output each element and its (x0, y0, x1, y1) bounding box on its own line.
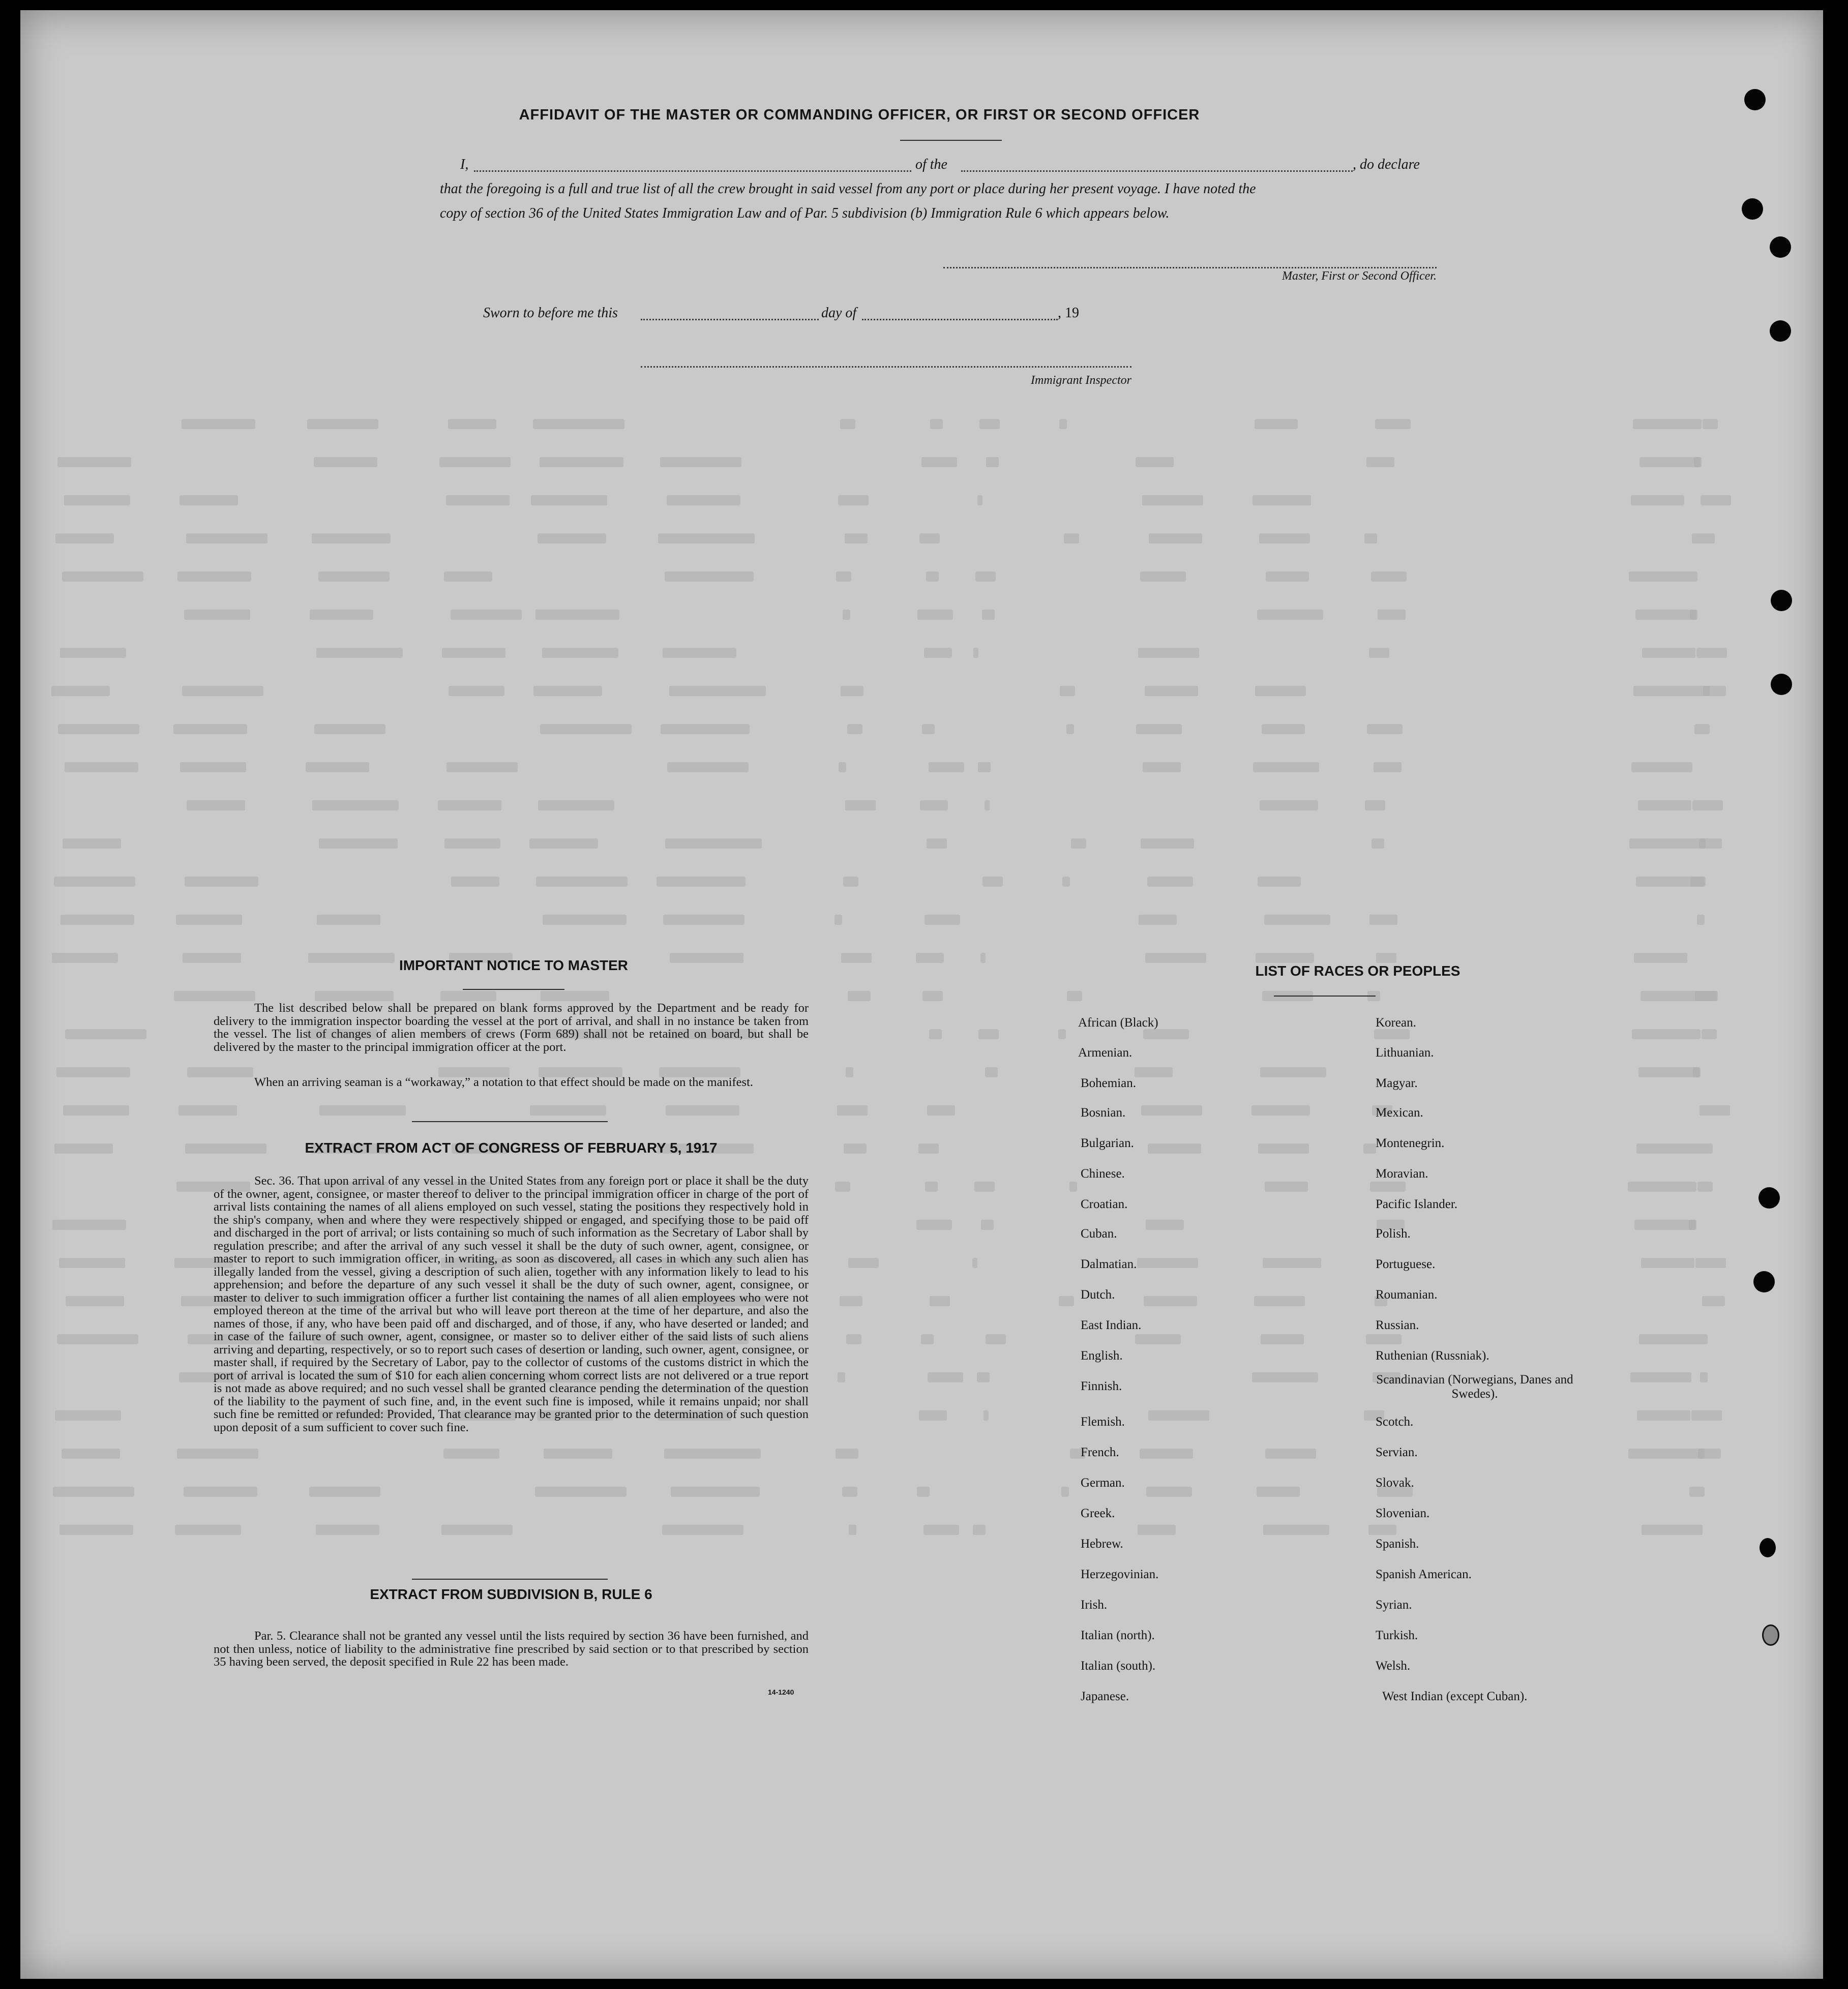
divider (900, 140, 1002, 141)
race-item: Hebrew. (1081, 1537, 1123, 1551)
race-item: Syrian. (1376, 1598, 1412, 1612)
race-item: Chinese. (1081, 1167, 1125, 1181)
divider (463, 989, 564, 990)
race-item: Lithuanian. (1376, 1046, 1434, 1060)
binder-hole (1760, 1538, 1776, 1557)
name-field-line (474, 170, 911, 172)
race-item: African (Black) (1078, 1016, 1158, 1030)
document-page (20, 10, 1823, 1979)
race-item: West Indian (except Cuban). (1382, 1690, 1528, 1703)
race-item: Spanish American. (1376, 1568, 1472, 1581)
sworn-label: Sworn to before me this (483, 305, 618, 321)
race-item: Pacific Islander. (1376, 1197, 1458, 1211)
race-item: Italian (north). (1081, 1629, 1155, 1642)
race-item: Magyar. (1376, 1076, 1418, 1090)
extract-1-title: EXTRACT FROM ACT OF CONGRESS OF FEBRUARY 5, 1917 (305, 1140, 718, 1156)
race-item: Korean. (1376, 1016, 1416, 1030)
race-item: English. (1081, 1349, 1123, 1363)
affidavit-line-2: that the foregoing is a full and true list of all the crew brought in said vessel from any port or place during her present voyage. I have noted the (440, 181, 1256, 197)
race-item: Ruthenian (Russniak). (1376, 1349, 1489, 1363)
race-item: Portuguese. (1376, 1257, 1436, 1271)
race-item: Polish. (1376, 1227, 1411, 1241)
race-item: Cuban. (1081, 1227, 1117, 1241)
race-item: Herzegovinian. (1081, 1568, 1159, 1581)
divider (412, 1121, 608, 1122)
race-item: Bulgarian. (1081, 1136, 1134, 1150)
race-item: Servian. (1376, 1445, 1418, 1459)
binder-hole (1762, 1624, 1779, 1646)
inspector-signature-line (641, 366, 1131, 368)
race-item: Flemish. (1081, 1415, 1125, 1429)
year-label: , 19 (1058, 305, 1079, 321)
race-item: Croatian. (1081, 1197, 1128, 1211)
master-signature-line (943, 267, 1437, 268)
race-item: Bohemian. (1081, 1076, 1137, 1090)
race-item: East Indian. (1081, 1318, 1142, 1332)
form-number: 14-1240 (768, 1688, 794, 1696)
binder-hole (1770, 236, 1791, 258)
sworn-day-line (641, 319, 819, 320)
race-item: Roumanian. (1376, 1288, 1438, 1302)
race-item: Dutch. (1081, 1288, 1115, 1302)
race-item: Armenian. (1078, 1046, 1132, 1060)
notice-paragraph-2: When an arriving seaman is a “workaway,” a notation to that effect should be made on the manifest. (254, 1075, 754, 1089)
race-item: Greek. (1081, 1506, 1115, 1520)
divider (1274, 996, 1376, 997)
master-label: Master, First or Second Officer. (1282, 269, 1437, 283)
extract-2-title: EXTRACT FROM SUBDIVISION B, RULE 6 (370, 1586, 652, 1602)
extract-1-text: Sec. 36. That upon arrival of any vessel in the United States from any foreign port or place it shall be the duty of the owner, agent, consignee, or master thereof to deliver to the principal immigration officer in charge of the port of arrival lists containing the names of all aliens employed on such vessel, stating the positions they respectively hold in the ship's company, when and where they were respectively shipped or engaged, and specifying those to be paid off and discharged in the port of arrival; or lists containing so much of such information as the Secretary of Labor shall by regulation prescribe; and after the arrival of any such vessel it shall be the duty of such owner, agent, consignee, or master to report to such immigration officer, in writing, as soon as discovered, all cases in which any such alien has illegally landed from the vessel, giving a description of such alien, together with any information likely to lead to his apprehension; and before the departure of any such vessel it shall be the duty of such owner, agent, consignee, or master to deliver to such immigration officer a further list containing the names of all alien employees who were not employed thereon at the time of the arrival but who will leave port thereon at the time of her departure, and also the names of those, if any, who have been paid off and discharged, and of those, if any, who have deserted or landed; and in case of the failure of such owner, agent, consignee, or master so to deliver either of the said lists of such aliens arriving and departing, respectively, or so to report such cases of desertion or landing, such owner, agent, consignee, or master shall, if required by the Secretary of Labor, pay to the collector of customs of the customs district in which the port of arrival is located the sum of $10 for each alien concerning whom correct lists are not delivered or a true report is not made as above required; and no such vessel shall be granted clearance pending the determination of the question of the liability to the payment of such fine, and, in the event such fine is imposed, while it remains unpaid; nor shall such fine be remitted or refunded: Provided, That clearance may be granted prior to the determination of such question upon deposit of a sum sufficient to cover such fine. (214, 1174, 809, 1434)
affidavit-of-the: of the (915, 157, 947, 172)
race-item: Turkish. (1376, 1629, 1418, 1642)
race-item: Bosnian. (1081, 1106, 1126, 1120)
affidavit-line-3: copy of section 36 of the United States Immigration Law and of Par. 5 subdivision (b) Immigration Rule 6 which appears below. (440, 205, 1170, 221)
affidavit-i-label: I, (460, 157, 469, 172)
race-item: Welsh. (1376, 1659, 1411, 1673)
race-item: Russian. (1376, 1318, 1419, 1332)
race-item: French. (1081, 1445, 1119, 1459)
inspector-label: Immigrant Inspector (1031, 374, 1131, 387)
binder-hole (1744, 89, 1766, 110)
race-item: Scandinavian (Norwegians, Danes and Swedes). (1376, 1373, 1573, 1401)
binder-hole (1771, 590, 1792, 611)
race-item: Montenegrin. (1376, 1136, 1445, 1150)
race-item: Scotch. (1376, 1415, 1414, 1429)
binder-hole (1771, 674, 1792, 695)
race-item: Dalmatian. (1081, 1257, 1137, 1271)
day-of-label: day of (821, 305, 857, 321)
sworn-month-line (862, 319, 1058, 320)
race-item: Slovenian. (1376, 1506, 1430, 1520)
race-item: Italian (south). (1081, 1659, 1156, 1673)
race-item: Irish. (1081, 1598, 1108, 1612)
notice-title: IMPORTANT NOTICE TO MASTER (399, 957, 629, 973)
race-item: Spanish. (1376, 1537, 1419, 1551)
notice-paragraph-1: The list described below shall be prepared on blank forms approved by the Department and be ready for delivery to the immigration inspector boarding the vessel at the port of arrival, and shall in no instance be taken from the vessel. The list of changes of alien members of crews (Form 689) shall not be retained on board, but shall be delivered by the master to the principal immigration officer at the port. (214, 1001, 809, 1054)
affidavit-title: AFFIDAVIT OF THE MASTER OR COMMANDING OFFICER, OR FIRST OR SECOND OFFICER (519, 107, 1200, 123)
race-item: Slovak. (1376, 1476, 1414, 1490)
extract-2-text: Par. 5. Clearance shall not be granted any vessel until the lists required by section 36 have been furnished, and not then unless, notice of liability to the administrative fine prescribed by said section or to that prescribed by section 35 having been served, the deposit specified in Rule 22 has been made. (214, 1629, 809, 1669)
race-item: German. (1081, 1476, 1125, 1490)
race-item: Moravian. (1376, 1167, 1428, 1181)
binder-hole (1758, 1187, 1780, 1209)
races-title: LIST OF RACES OR PEOPLES (1255, 963, 1460, 979)
binder-hole (1753, 1271, 1775, 1292)
affidavit-do-declare: , do declare (1353, 157, 1420, 172)
race-item: Finnish. (1081, 1379, 1122, 1393)
bleed-through-background (20, 10, 1823, 1979)
race-item: Japanese. (1081, 1690, 1129, 1703)
binder-hole (1770, 320, 1791, 342)
binder-hole (1742, 198, 1763, 220)
vessel-field-line (961, 170, 1353, 172)
race-item: Mexican. (1376, 1106, 1423, 1120)
divider (412, 1579, 608, 1580)
